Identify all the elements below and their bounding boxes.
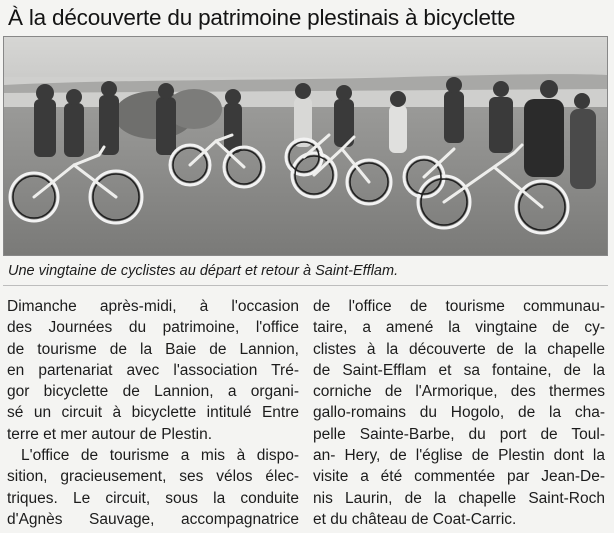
article-line: gallo-romains du Hogolo, de la cha- (313, 404, 605, 422)
article-line: et du château de Coat-Carric. (313, 510, 517, 528)
article-line: gor bicyclette de Lannion, a organi- (7, 383, 299, 401)
article-line: de Saint-Efflam et sa fontaine, de la (313, 361, 605, 379)
article-line: an- Hery, de l'église de Plestin dont la (313, 447, 605, 465)
article-line: de l'office de tourisme communau- (313, 298, 605, 315)
article-line: clistes à la découverte de la chapelle (313, 340, 605, 358)
news-photo (3, 36, 608, 256)
photo-caption: Une vingtaine de cyclistes au départ et retour à Saint-Efflam. (8, 263, 399, 279)
article-line: en partenariat avec l'association Tré- (7, 361, 299, 379)
cyclists-photo-illustration (4, 37, 607, 255)
article-line: d'Agnès Sauvage, accompagnatrice (7, 510, 299, 528)
article-line: triques. Le circuit, sous la conduite (7, 489, 299, 507)
article-line: nis Laurin, de la chapelle Saint-Roch (313, 489, 605, 507)
article-line: sition, gracieusement, ses vélos élec- (7, 468, 299, 486)
article-line: sé un circuit à bicyclette intitulé Entre (7, 404, 299, 422)
article-column-left (7, 296, 299, 530)
article-headline: À la découverte du patrimoine plestinais à bicyclette (8, 5, 516, 30)
article-line: des Journées du patrimoine, l'office (7, 319, 299, 337)
article-line: taire, a amené la vingtaine de cy- (313, 319, 605, 337)
article-line: Dimanche après-midi, à l'occasion (7, 298, 299, 315)
article-line: de tourisme de la Baie de Lannion, (7, 340, 299, 358)
article-line: corniche de l'Armorique, des thermes (313, 383, 605, 401)
article-column-right (313, 296, 605, 530)
article-line: pelle Sainte-Barbe, du port de Toul- (313, 425, 605, 443)
article-line: L'office de tourisme a mis à dispo- (21, 447, 299, 465)
caption-divider (3, 285, 608, 286)
article-line: visite a été commentée par Jean-De- (313, 468, 605, 486)
article-line: terre et mer autour de Plestin. (7, 425, 213, 443)
